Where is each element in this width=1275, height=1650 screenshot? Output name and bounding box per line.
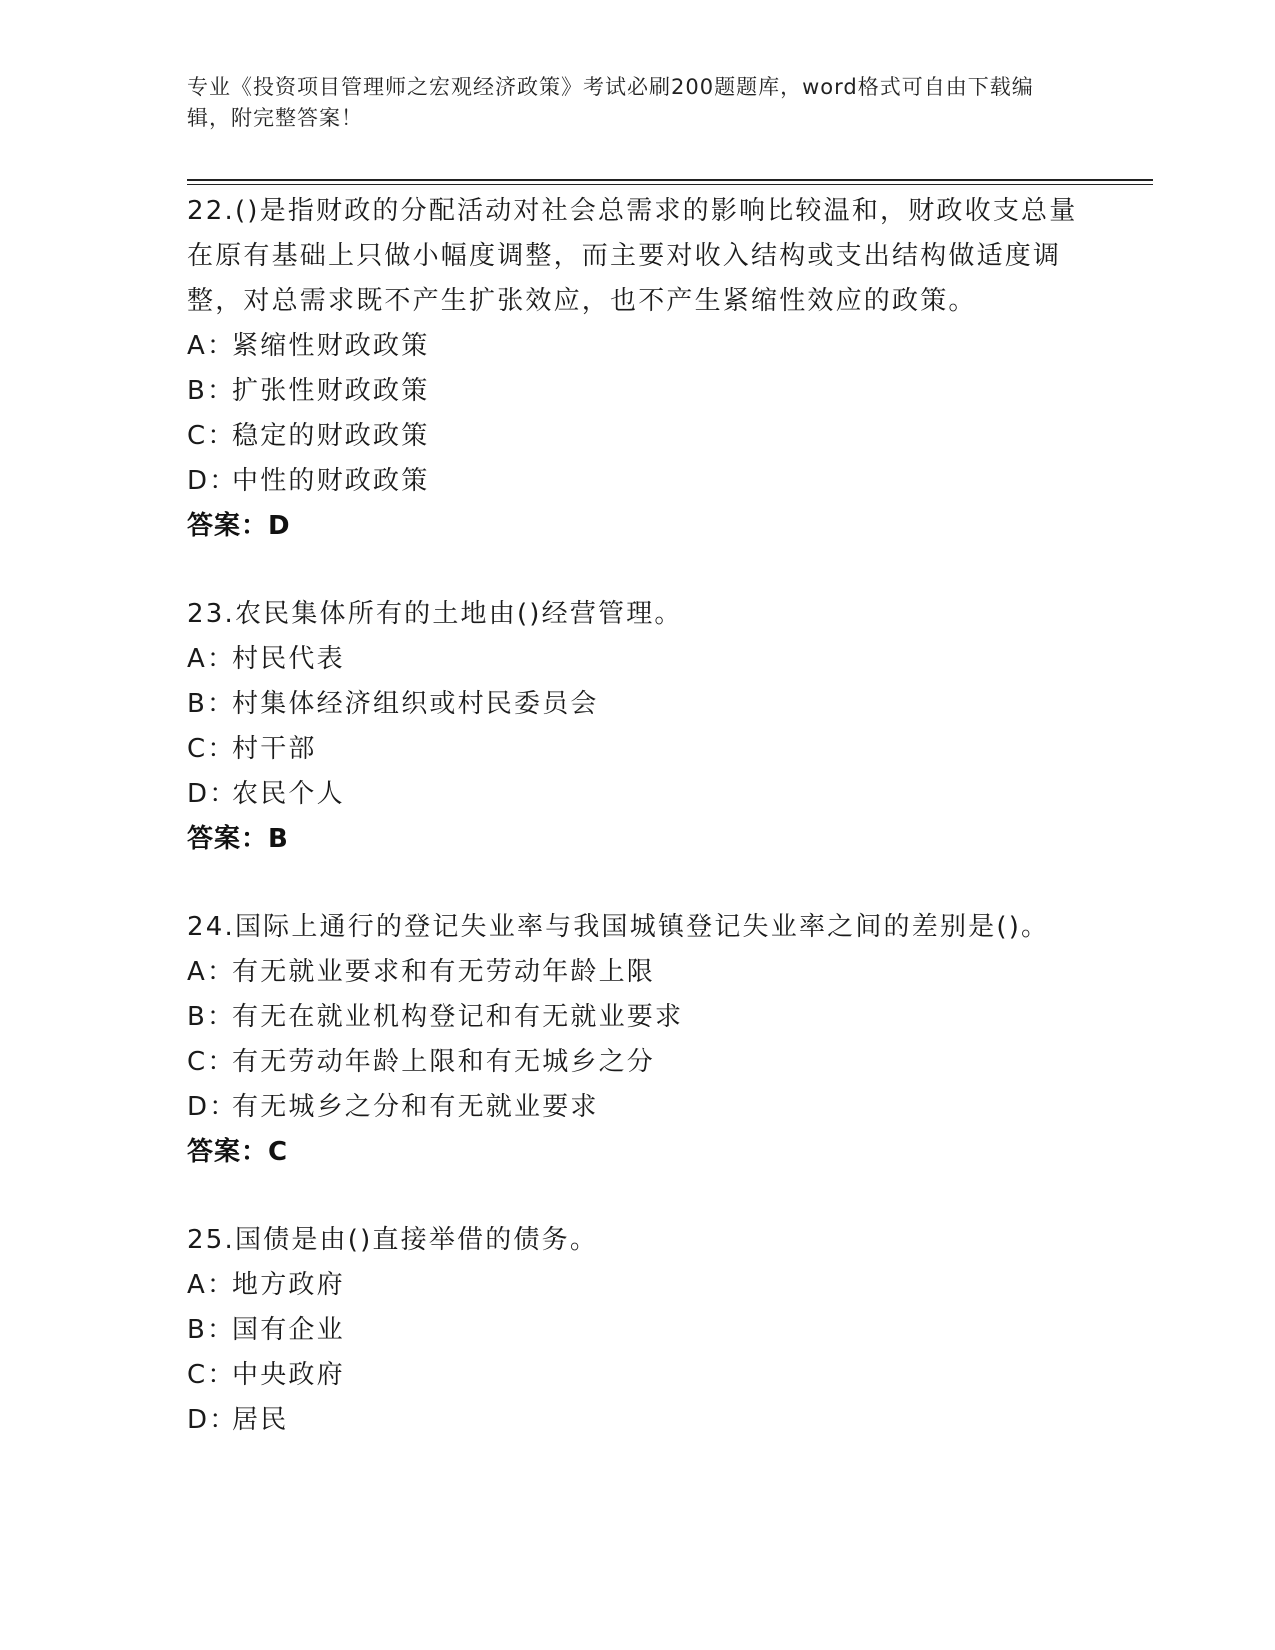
- option-text: 村民代表: [232, 644, 345, 674]
- option-text: 有无城乡之分和有无就业要求: [232, 1092, 599, 1122]
- option-text: 居民: [232, 1405, 289, 1435]
- option-b: [187, 1308, 1087, 1353]
- question-stem: 22.()是指财政的分配活动对社会总需求的影响比较温和，财政收支总量在原有基础上只做小幅度调整，而主要对收入结构或支出结构做适度调整，对总需求既不产生扩张效应，也不产生紧缩性效应的政策。: [187, 196, 1078, 316]
- option-a: [187, 637, 1087, 682]
- answer-line: 答案：D: [187, 511, 291, 541]
- option-key: A：: [187, 1270, 236, 1300]
- option-a: [187, 324, 1087, 369]
- header-rule-thick: [187, 179, 1153, 181]
- option-text: 中性的财政政策: [232, 466, 430, 496]
- option-key: C：: [187, 1360, 236, 1390]
- option-key: D：: [187, 779, 238, 809]
- option-key: D：: [187, 466, 238, 496]
- option-key: B：: [187, 689, 236, 719]
- option-d: [187, 459, 1087, 504]
- option-key: A：: [187, 957, 236, 987]
- document-header: 专业《投资项目管理师之宏观经济政策》考试必刷200题题库，word格式可自由下载编辑，附完整答案！: [187, 75, 1034, 130]
- option-b: [187, 682, 1087, 727]
- question-22: [187, 189, 1087, 549]
- option-text: 中央政府: [232, 1360, 345, 1390]
- option-text: 有无就业要求和有无劳动年龄上限: [232, 957, 656, 987]
- option-key: B：: [187, 1002, 236, 1032]
- option-c: [187, 1040, 1087, 1085]
- option-c: [187, 414, 1087, 459]
- option-c: [187, 727, 1087, 772]
- option-text: 有无在就业机构登记和有无就业要求: [232, 1002, 684, 1032]
- option-key: D：: [187, 1405, 238, 1435]
- option-c: [187, 1353, 1087, 1398]
- option-a: [187, 1263, 1087, 1308]
- option-key: A：: [187, 644, 236, 674]
- option-text: 有无劳动年龄上限和有无城乡之分: [232, 1047, 656, 1077]
- question-gap: [187, 549, 1087, 592]
- option-a: [187, 950, 1087, 995]
- option-key: C：: [187, 1047, 236, 1077]
- option-text: 农民个人: [232, 779, 345, 809]
- option-text: 国有企业: [232, 1315, 345, 1345]
- option-d: [187, 1085, 1087, 1130]
- question-stem: 24.国际上通行的登记失业率与我国城镇登记失业率之间的差别是()。: [187, 912, 1050, 942]
- option-key: C：: [187, 421, 236, 451]
- answer-line: 答案：B: [187, 824, 289, 854]
- question-24: [187, 905, 1087, 1175]
- option-key: B：: [187, 376, 236, 406]
- question-list: [187, 189, 1087, 1443]
- option-key: D：: [187, 1092, 238, 1122]
- question-gap: [187, 1175, 1087, 1218]
- question-23: [187, 592, 1087, 862]
- option-key: B：: [187, 1315, 236, 1345]
- option-text: 扩张性财政政策: [232, 376, 430, 406]
- question-25: [187, 1218, 1087, 1443]
- option-text: 紧缩性财政政策: [232, 331, 430, 361]
- option-text: 地方政府: [232, 1270, 345, 1300]
- question-stem: 25.国债是由()直接举借的债务。: [187, 1225, 599, 1255]
- question-stem: 23.农民集体所有的土地由()经营管理。: [187, 599, 683, 629]
- question-gap: [187, 862, 1087, 905]
- option-key: A：: [187, 331, 236, 361]
- option-text: 稳定的财政政策: [232, 421, 430, 451]
- option-text: 村集体经济组织或村民委员会: [232, 689, 599, 719]
- option-b: [187, 369, 1087, 414]
- answer-line: 答案：C: [187, 1137, 289, 1167]
- option-b: [187, 995, 1087, 1040]
- option-key: C：: [187, 734, 236, 764]
- option-d: [187, 772, 1087, 817]
- header-rule-thin: [187, 184, 1153, 185]
- option-d: [187, 1398, 1087, 1443]
- option-text: 村干部: [232, 734, 317, 764]
